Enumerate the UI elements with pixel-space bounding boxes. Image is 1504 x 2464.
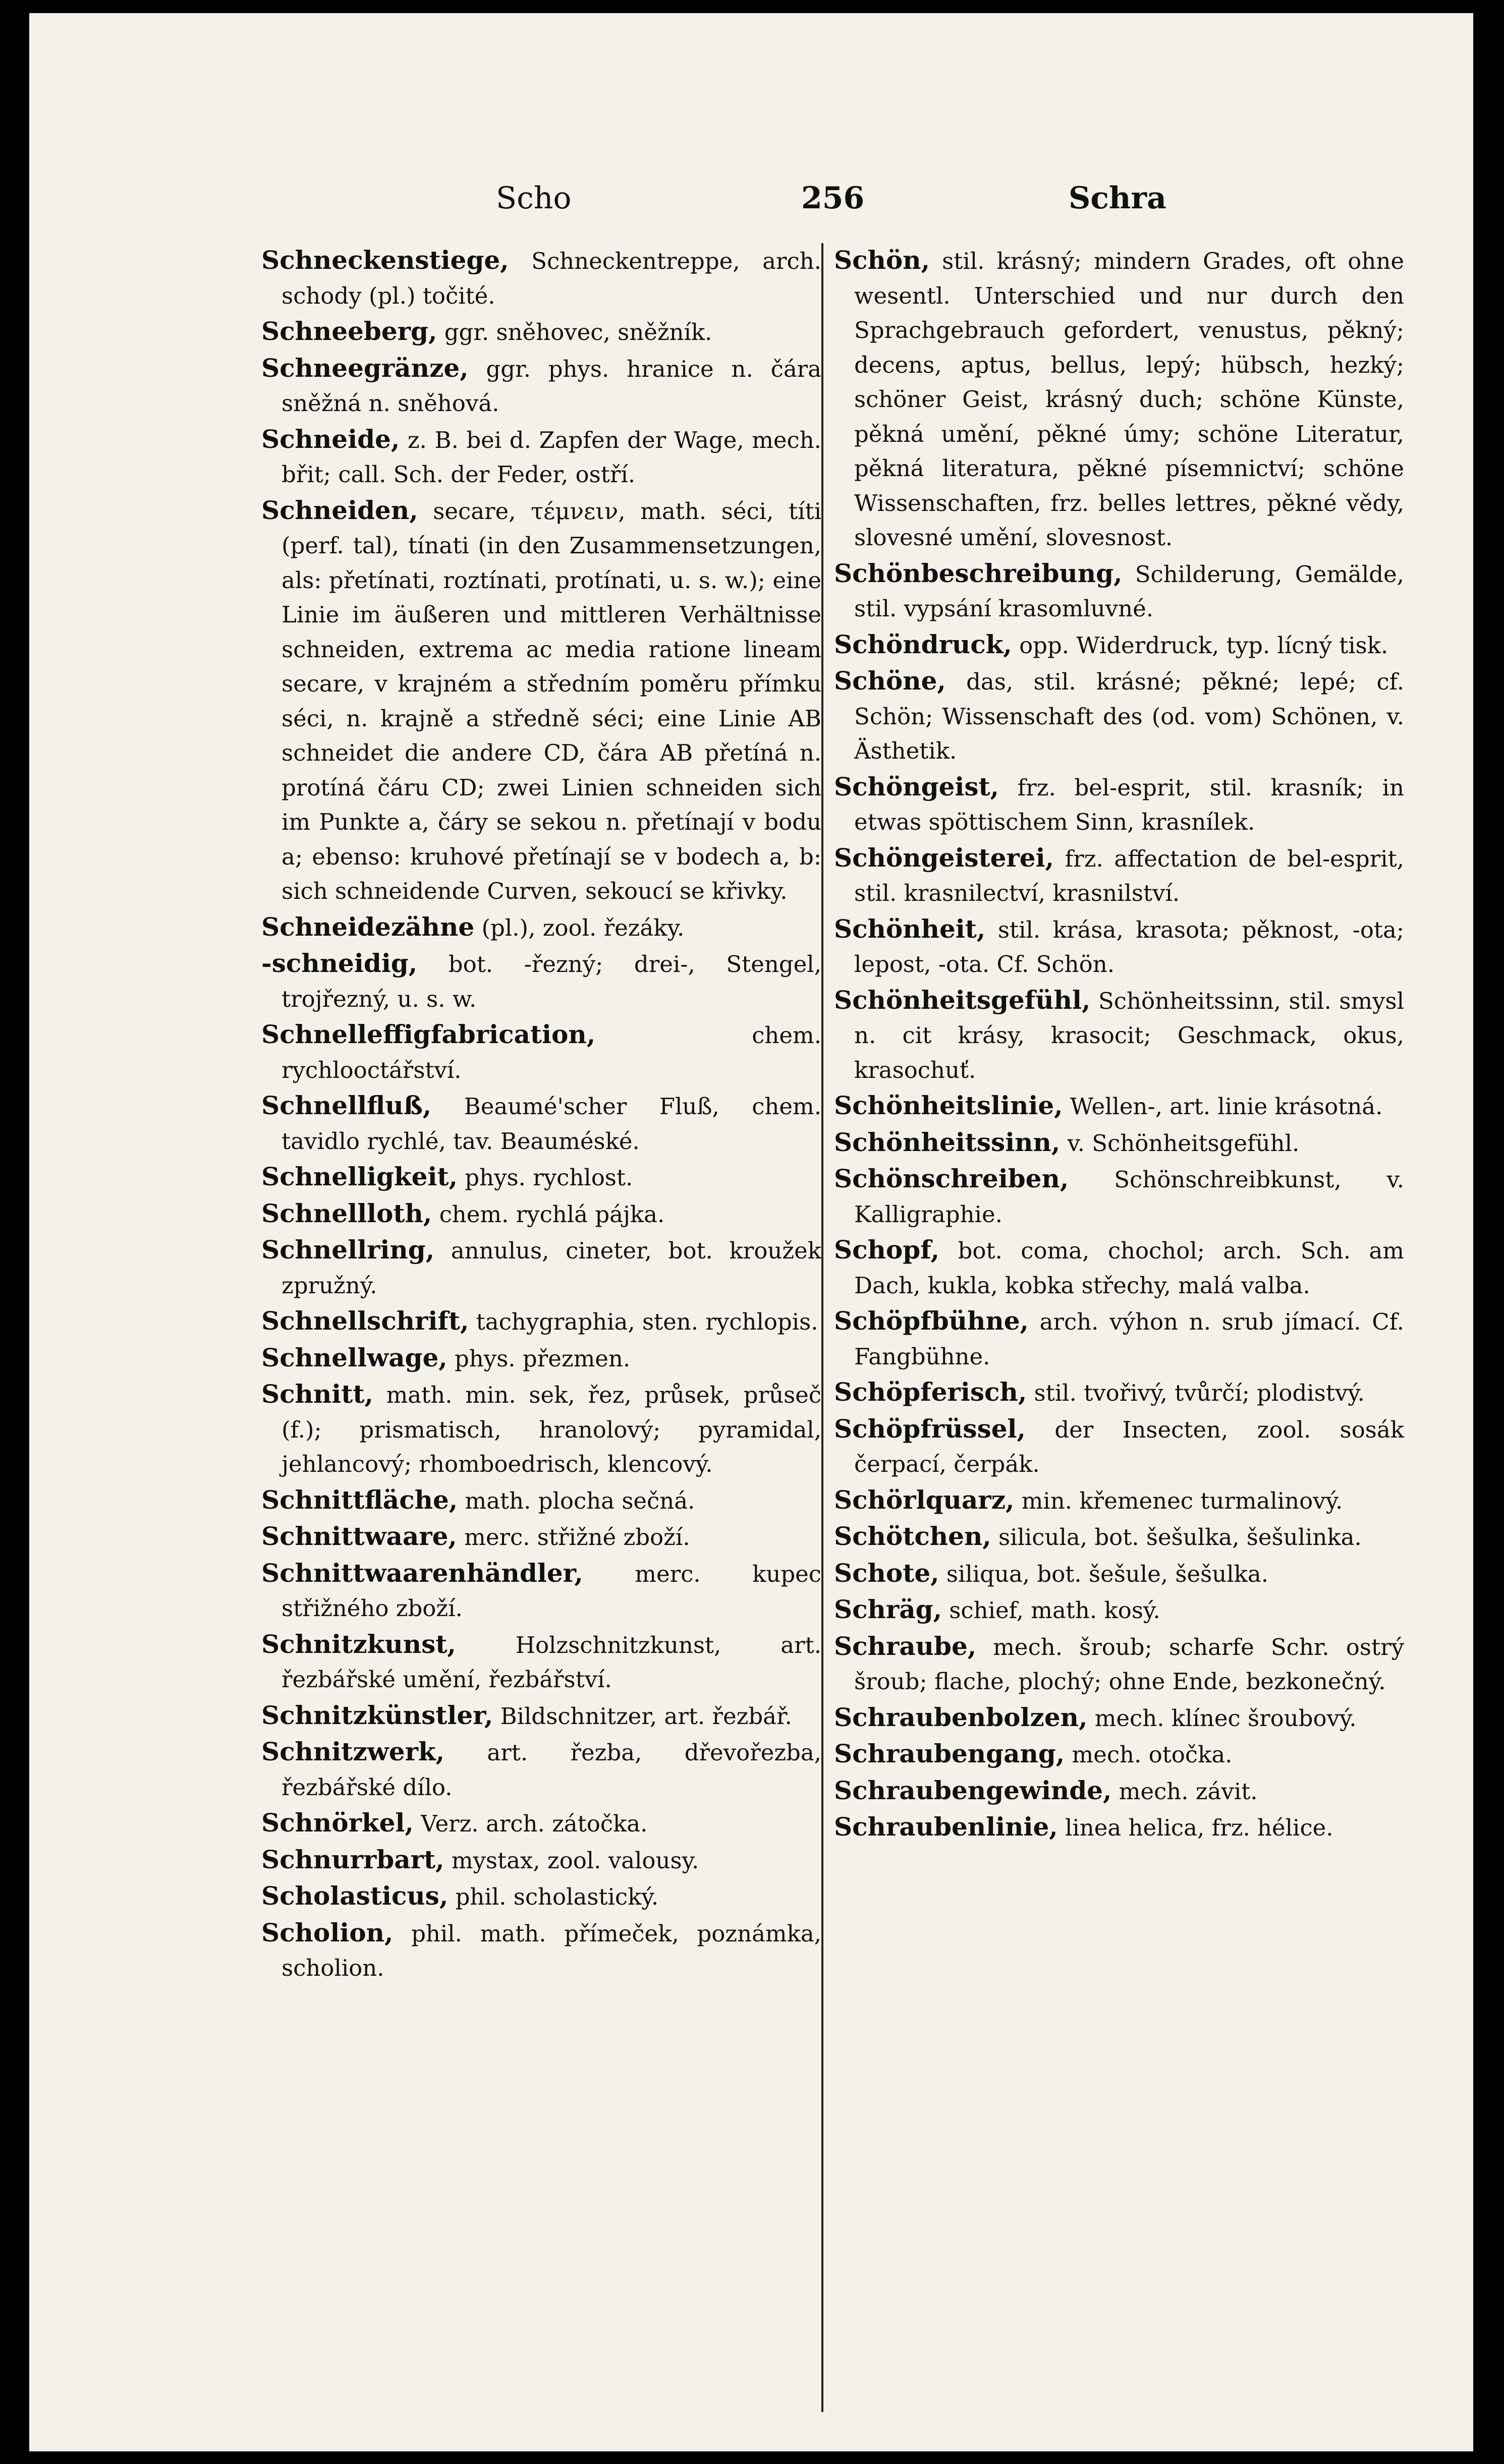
entry-headword: Schraubengang, <box>834 1739 1065 1768</box>
entry-definition: siliqua, bot. šešule, šešulka. <box>946 1560 1268 1587</box>
entry-headword: Schönbeschreibung, <box>834 558 1123 588</box>
header-right-guide-word: Schra <box>1069 181 1166 216</box>
entry-headword: Schönheitsgefühl, <box>834 985 1091 1015</box>
entry-headword: Schnurrbart, <box>261 1844 444 1874</box>
entry-definition: mech. otočka. <box>1072 1741 1233 1768</box>
dictionary-entry <box>261 351 821 421</box>
dictionary-entry <box>834 1304 1404 1374</box>
entry-definition: merc. kupec střižného zboží. <box>282 1560 821 1622</box>
entry-definition: opp. Widerdruck, typ. lícný tisk. <box>1019 632 1388 659</box>
dictionary-entry <box>261 1160 821 1195</box>
entry-definition: math. plocha sečná. <box>465 1487 695 1514</box>
column-divider <box>821 243 823 2412</box>
dictionary-page <box>29 13 1473 2451</box>
entry-headword: Schnittfläche, <box>261 1484 458 1515</box>
dictionary-entry <box>261 243 821 313</box>
entry-headword: Schönheit, <box>834 913 986 944</box>
entry-definition: Schilderung, Gemälde, stil. vypsání krasomluvné. <box>854 560 1404 622</box>
dictionary-entry <box>261 1196 821 1232</box>
entry-definition: ggr. phys. hranice n. čára sněžná n. sněhová. <box>282 355 821 417</box>
entry-definition: v. Schönheitsgefühl. <box>1067 1129 1300 1157</box>
entry-headword: Schnitzwerk, <box>261 1737 444 1766</box>
entry-headword: Schraubenlinie, <box>834 1812 1058 1842</box>
dictionary-entry <box>261 1735 821 1805</box>
entry-headword: Schnitt, <box>261 1379 373 1409</box>
entry-definition: Schönschreibkunst, v. Kalligraphie. <box>854 1166 1404 1228</box>
entry-definition: Schneckentreppe, arch. schody (pl.) točité. <box>282 248 821 309</box>
dictionary-entry <box>261 1519 821 1555</box>
dictionary-entry <box>834 1592 1404 1628</box>
entry-headword: Schneiden, <box>261 495 418 525</box>
dictionary-entry <box>261 422 821 492</box>
entry-headword: Schote, <box>834 1558 939 1588</box>
dictionary-entry <box>834 841 1404 911</box>
entry-definition: Wellen-, art. linie krásotná. <box>1070 1093 1383 1120</box>
entry-headword: Schraubengewinde, <box>834 1775 1112 1805</box>
entry-definition: phys. přezmen. <box>455 1345 631 1372</box>
dictionary-entry <box>834 1810 1404 1846</box>
dictionary-entry <box>834 556 1404 626</box>
dictionary-entry <box>261 1879 821 1915</box>
entry-headword: Schnellfluß, <box>261 1091 432 1120</box>
entry-headword: Schneckenstiege, <box>261 245 509 275</box>
entry-definition: min. křemenec turmalinový. <box>1021 1487 1343 1514</box>
entry-definition: stil. krása, krasota; pěknost, -ota; lepost, -ota. Cf. Schön. <box>854 916 1404 978</box>
entry-definition: mech. závit. <box>1119 1778 1258 1805</box>
header-left-guide-word: Scho <box>496 181 572 216</box>
entry-headword: Schnitzkünstler, <box>261 1700 493 1730</box>
entry-definition: mech. šroub; scharfe Schr. ostrý šroub; flache, plochý; ohne Ende, bezkonečný. <box>854 1633 1404 1695</box>
entry-definition: silicula, bot. šešulka, šešulinka. <box>998 1524 1362 1551</box>
entry-definition: linea helica, frz. hélice. <box>1065 1814 1333 1841</box>
entry-definition: Holzschnitzkunst, art. řezbářské umění, řezbářství. <box>282 1631 821 1693</box>
dictionary-entry <box>261 1233 821 1303</box>
dictionary-entry <box>834 1162 1404 1232</box>
entry-definition: der Insecten, zool. sosák čerpací, čerpák. <box>854 1416 1404 1477</box>
dictionary-entry <box>261 910 821 946</box>
entry-headword: Schneide, <box>261 424 400 454</box>
entry-definition: phil. math. přímeček, poznámka, scholion. <box>282 1920 821 1981</box>
entry-definition: annulus, cineter, bot. kroužek zpružný. <box>282 1237 821 1299</box>
left-column <box>261 243 821 1987</box>
entry-definition: stil. tvořivý, tvůrčí; plodistvý. <box>1034 1380 1365 1406</box>
entry-headword: Schönheitslinie, <box>834 1091 1063 1120</box>
entry-headword: Scholasticus, <box>261 1881 449 1911</box>
dictionary-entry <box>834 1737 1404 1772</box>
dictionary-entry <box>834 1629 1404 1699</box>
entry-definition: math. min. sek, řez, průsek, průseč (f.); prismatisch, hranolový; pyramidal, jehlancový; rhomboedrisch, klencový. <box>282 1382 821 1477</box>
entry-headword: Schöpferisch, <box>834 1377 1027 1407</box>
dictionary-entry <box>834 1412 1404 1482</box>
dictionary-entry <box>261 946 821 1016</box>
entry-headword: Schnellschrift, <box>261 1306 469 1336</box>
entry-definition: Schönheitssinn, stil. smysl n. cit krásy, krasocit; Geschmack, okus, krasochuť. <box>854 987 1404 1083</box>
dictionary-entry <box>834 1556 1404 1592</box>
page-number: 256 <box>801 181 865 216</box>
entry-headword: Schneeberg, <box>261 316 437 346</box>
entry-headword: Schnörkel, <box>261 1808 414 1838</box>
entry-headword: Schöne, <box>834 666 946 696</box>
entry-headword: Schnelligkeit, <box>261 1162 458 1191</box>
entry-headword: Schneidezähne <box>261 911 475 942</box>
dictionary-entry <box>261 314 821 350</box>
entry-headword: Schnellring, <box>261 1235 435 1265</box>
entry-headword: Schöngeist, <box>834 771 999 801</box>
dictionary-entry <box>261 1088 821 1159</box>
dictionary-entry <box>834 983 1404 1088</box>
entry-definition: schief, math. kosý. <box>949 1597 1160 1624</box>
dictionary-entry <box>834 627 1404 663</box>
dictionary-entry <box>834 1483 1404 1519</box>
entry-definition: frz. affectation de bel-esprit, stil. krasnilectví, krasnilství. <box>854 845 1404 906</box>
dictionary-entry <box>834 1519 1404 1555</box>
dictionary-entry <box>834 912 1404 982</box>
dictionary-entry <box>834 1375 1404 1411</box>
entry-headword: Schraubenbolzen, <box>834 1702 1088 1732</box>
entry-definition: stil. krásný; mindern Grades, oft ohne wesentl. Unterschied und nur durch den Sprachgebrauch gefordert, venustus, pěkný; decens, aptus, bellus, lepý; hübsch, hezký; schöner Geist, krásný duch; schöne Künste, pěkná umění, pěkné úmy; schöne Literatur, pěkná literatura, pěkné písemnictví; schöne Wissenschaften, frz. belles lettres, pěkné vědy, slovesné umění, slovesnost. <box>854 248 1404 551</box>
dictionary-entry <box>261 1916 821 1986</box>
entry-definition: chem. rychlooctářství. <box>282 1022 821 1083</box>
entry-definition: Verz. arch. zátočka. <box>421 1810 648 1837</box>
entry-headword: Schraube, <box>834 1631 977 1661</box>
entry-definition: arch. výhon n. srub jímací. Cf. Fangbühne. <box>854 1308 1404 1370</box>
entry-definition: phys. rychlost. <box>465 1164 633 1191</box>
dictionary-entry <box>261 1483 821 1519</box>
entry-headword: Schönheitssinn, <box>834 1127 1061 1157</box>
dictionary-entry <box>834 1088 1404 1124</box>
entry-headword: Schöpfbühne, <box>834 1306 1029 1336</box>
page-header <box>29 181 1473 226</box>
entry-definition: secare, τέμνειν, math. séci, títi (perf. tal), tínati (in den Zusammensetzungen, als: přetínati, roztínati, protínati, u. s. w.); eine Linie im äußeren und mittleren Verhältnisse schneiden, extrema ac media ratione lineam secare, v krajném a středním poměru přímku séci, n. krajně a středně séci; eine Linie AB schneidet die andere CD, čára AB přetíná n. protíná čáru CD; zwei Linien schneiden sich im Punkte a, čáry se sekou n. přetínají v bodu a; ebenso: kruhové přetínají se v bodech a, b: sich schneidende Curven, sekoucí se křivky. <box>282 497 821 904</box>
dictionary-entry <box>261 1341 821 1377</box>
entry-headword: Schöndruck, <box>834 629 1012 659</box>
entry-definition: mech. klínec šroubový. <box>1094 1704 1357 1732</box>
dictionary-entry <box>834 664 1404 769</box>
dictionary-entry <box>261 1556 821 1626</box>
dictionary-entry <box>834 1125 1404 1161</box>
entry-headword: Schörlquarz, <box>834 1484 1015 1515</box>
entry-headword: Schöngeisterei, <box>834 842 1054 873</box>
dictionary-entry <box>261 1017 821 1087</box>
entry-definition: Bildschnitzer, art. řezbář. <box>500 1702 792 1730</box>
entry-headword: Schnittwaarenhändler, <box>261 1558 583 1588</box>
entry-definition: bot. -řezný; drei-, Stengel, trojřezný, u. s. w. <box>282 951 822 1012</box>
entry-definition: mystax, zool. valousy. <box>451 1847 699 1874</box>
entry-definition: Beaumé'scher Fluß, chem. tavidlo rychlé, tav. Beauméské. <box>282 1093 821 1155</box>
entry-definition: frz. bel-esprit, stil. krasník; in etwas spöttischem Sinn, krasnílek. <box>854 774 1404 835</box>
entry-definition: bot. coma, chochol; arch. Sch. am Dach, kukla, kobka střechy, malá valba. <box>854 1237 1404 1299</box>
entry-headword: Schnitzkunst, <box>261 1629 456 1659</box>
entry-headword: Schnelleffigfabrication, <box>261 1019 596 1049</box>
dictionary-entry <box>261 1627 821 1697</box>
dictionary-entry <box>261 1304 821 1340</box>
right-column <box>834 243 1404 1847</box>
dictionary-entry <box>834 770 1404 840</box>
entry-headword: Schön, <box>834 245 930 275</box>
entry-definition: tachygraphia, sten. rychlopis. <box>476 1308 818 1335</box>
entry-definition: das, stil. krásné; pěkné; lepé; cf. Schön; Wissenschaft des (od. vom) Schönen, v. Ästhetik. <box>854 668 1404 764</box>
entry-headword: -schneidig, <box>261 948 418 978</box>
dictionary-entry <box>261 1843 821 1878</box>
entry-definition: art. řezba, dřevořezba, řezbářské dílo. <box>282 1739 821 1801</box>
entry-definition: phil. scholastický. <box>455 1883 659 1910</box>
entry-definition: chem. rychlá pájka. <box>439 1200 665 1228</box>
dictionary-entry <box>834 1700 1404 1736</box>
entry-headword: Schnellwage, <box>261 1342 448 1372</box>
entry-definition: z. B. bei d. Zapfen der Wage, mech. břit; call. Sch. der Feder, ostří. <box>282 426 821 488</box>
entry-headword: Schopf, <box>834 1235 940 1265</box>
entry-headword: Schnittwaare, <box>261 1521 457 1551</box>
entry-headword: Schöpfrüssel, <box>834 1413 1026 1444</box>
entry-headword: Schönschreiben, <box>834 1164 1069 1193</box>
dictionary-entry <box>261 1698 821 1734</box>
dictionary-entry <box>261 493 821 909</box>
entry-headword: Schneegränze, <box>261 353 469 383</box>
dictionary-entry <box>834 1773 1404 1809</box>
dictionary-entry <box>834 243 1404 555</box>
entry-definition: (pl.), zool. řezáky. <box>481 914 685 941</box>
entry-definition: merc. střižné zboží. <box>464 1524 690 1551</box>
entry-headword: Scholion, <box>261 1917 394 1947</box>
dictionary-entry <box>261 1806 821 1842</box>
entry-headword: Schnellloth, <box>261 1198 432 1228</box>
entry-headword: Schötchen, <box>834 1521 991 1551</box>
entry-definition: ggr. sněhovec, sněžník. <box>444 319 712 346</box>
entry-headword: Schräg, <box>834 1594 942 1624</box>
dictionary-entry <box>261 1377 821 1482</box>
dictionary-entry <box>834 1233 1404 1303</box>
